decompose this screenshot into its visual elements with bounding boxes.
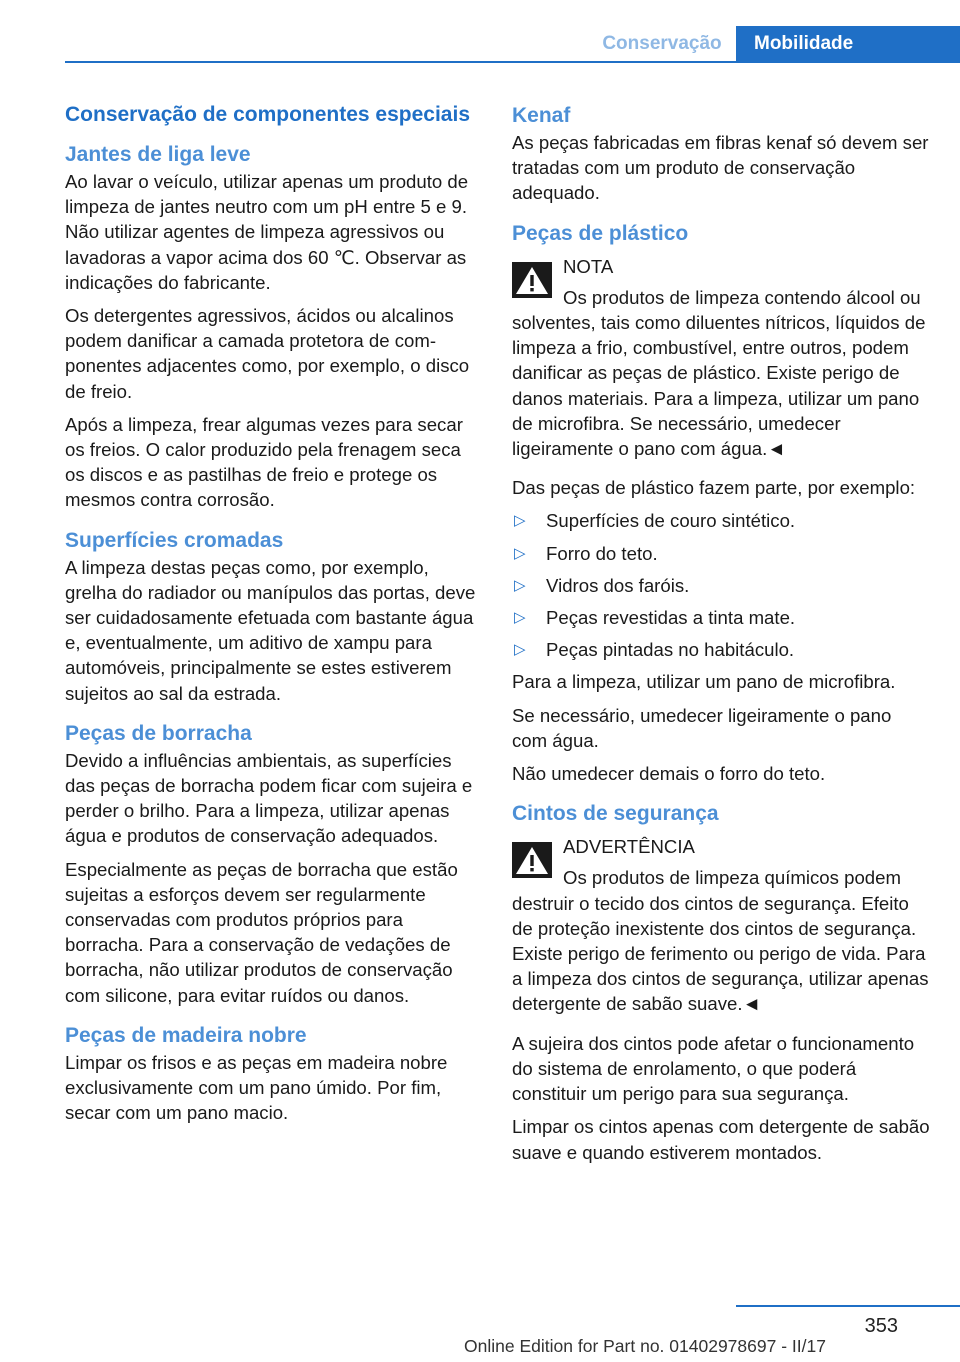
section-plastico (512, 220, 930, 787)
paragraph: Das peças de plástico fazem parte, por exemplo: (512, 477, 916, 499)
paragraph: As peças fabricadas em fibras kenaf só devem ser tratadas com um produto de conservação adequado. (512, 132, 929, 204)
paragraph: Especialmente as peças de borracha que estão sujeitas a esforços devem ser regularmente conservadas com produtos próprios para borracha. Para a conservação de vedações de borracha, não utilizar produtos de conservação com silicone, para evitar ruídos ou danos. (65, 858, 458, 1006)
left-column (65, 102, 483, 1140)
paragraph: Devido a influências ambientais, as superfícies das peças de borracha podem ficar com sujeira e perder o brilho. Para a limpeza, utilizar apenas água e produtos de conservação adequados. (65, 749, 473, 847)
warning-triangle-icon (512, 842, 552, 878)
section-cintos (512, 800, 930, 1164)
list-item: ▷ Superfícies de couro sintético. (512, 508, 930, 533)
section-jantes (65, 141, 483, 513)
section-kenaf (512, 102, 930, 206)
bullet-list (512, 508, 930, 662)
footer-rule (736, 1305, 960, 1307)
section-title-jantes: Jantes de liga leve (65, 143, 251, 166)
page-number: 353 (864, 1315, 898, 1337)
warning-triangle-icon (512, 262, 552, 298)
paragraph: Após a limpeza, frear algumas vezes para secar os freios. O calor produzido pela frenagem seca os discos e as pastilhas de freio e protege os mesmos contra corrosão. (65, 413, 463, 511)
footer-edition: Online Edition for Part no. 01402978697 - II/17 (464, 1336, 826, 1356)
section-title-borracha: Peças de borracha (65, 721, 252, 745)
notice-title: NOTA (563, 255, 614, 277)
paragraph: Para a limpeza, utilizar um pano de microfibra. (512, 671, 896, 693)
section-madeira (65, 1022, 483, 1126)
section-title-plastico: Peças de plástico (512, 221, 689, 245)
bullet-icon: ▷ (514, 641, 526, 659)
section-borracha (65, 720, 483, 1008)
section-title-cintos: Cintos de segurança (512, 802, 719, 826)
section-title-kenaf: Kenaf (512, 104, 571, 127)
section-cromadas (65, 527, 483, 706)
page-title: Conservação de componentes especiais (65, 103, 470, 126)
bullet-icon: ▷ (514, 609, 526, 627)
bullet-icon: ▷ (514, 544, 526, 562)
list-item: ▷ Peças pintadas no habitáculo. (512, 637, 930, 662)
paragraph: Os detergentes agressivos, ácidos ou alcalinos podem danificar a camada protetora de componentes adjacentes como, por exemplo, o disco de freio. (65, 305, 470, 402)
notice-nota (512, 254, 930, 462)
paragraph: A sujeira dos cintos pode afetar o funcionamento do sistema de enrolamento, o que poderá constituir um perigo para sua segurança. (512, 1032, 915, 1105)
paragraph: Limpar os frisos e as peças em madeira nobre exclusivamente com um pano úmido. Por fim, secar com um pano macio. (65, 1051, 448, 1124)
paragraph: Ao lavar o veículo, utilizar apenas um produto de limpeza de jantes neutro com um pH entre 5 e 9. Não utilizar agentes de limpeza agressivos ou lavadoras a vapor acima dos 60 ℃. Observar as indicações do fabricante. (65, 171, 469, 293)
notice-body: Os produtos de limpeza químicos podem destruir o tecido dos cintos de segurança. Efeito de proteção inexistente dos cintos de segurança. Existe perigo de ferimento ou perigo de vida. Para a limpeza dos cintos de segurança, utilizar apenas detergente de sabão suave.◄ (512, 867, 929, 1015)
paragraph: Não umedecer demais o forro do teto. (512, 763, 826, 785)
notice-advertencia (512, 834, 930, 1016)
section-title-madeira: Peças de madeira nobre (65, 1023, 307, 1047)
list-item: ▷ Peças revestidas a tinta mate. (512, 605, 930, 630)
paragraph: A limpeza destas peças como, por exemplo, grelha do radiador ou manípulos das portas, deve ser cuidadosamente efetuada com bastante água e, eventualmente, um aditivo de xampu para automóveis, principalmente se estes estiverem sujeitos ao sal da estrada. (65, 556, 476, 704)
header-rule (65, 61, 960, 63)
bullet-icon: ▷ (514, 512, 526, 530)
notice-title: ADVERTÊNCIA (563, 836, 695, 858)
tab-mobilidade[interactable]: Mobilidade (736, 26, 960, 61)
right-column (512, 102, 930, 1179)
paragraph: Limpar os cintos apenas com detergente de sabão suave e quando estiverem montados. (512, 1116, 930, 1163)
section-title-cromadas: Superfícies cromadas (65, 528, 284, 552)
notice-body: Os produtos de limpeza contendo álcool ou solventes, tais como diluentes nítricos, líquidos de limpeza a frio, combustível, entre outros, podem danificar as peças de plástico. Existe perigo de danos materiais. Para a limpeza, utilizar um pano de microfibra. Se necessário, umedecer ligeiramente o pano com água.◄ (512, 286, 926, 460)
paragraph: Se necessário, umedecer ligeiramente o pano com água. (512, 704, 892, 751)
list-item: ▷ Forro do teto. (512, 541, 930, 566)
tab-conservacao[interactable]: Conservação (602, 33, 722, 54)
bullet-icon: ▷ (514, 576, 526, 594)
list-item: ▷ Vidros dos faróis. (512, 573, 930, 598)
